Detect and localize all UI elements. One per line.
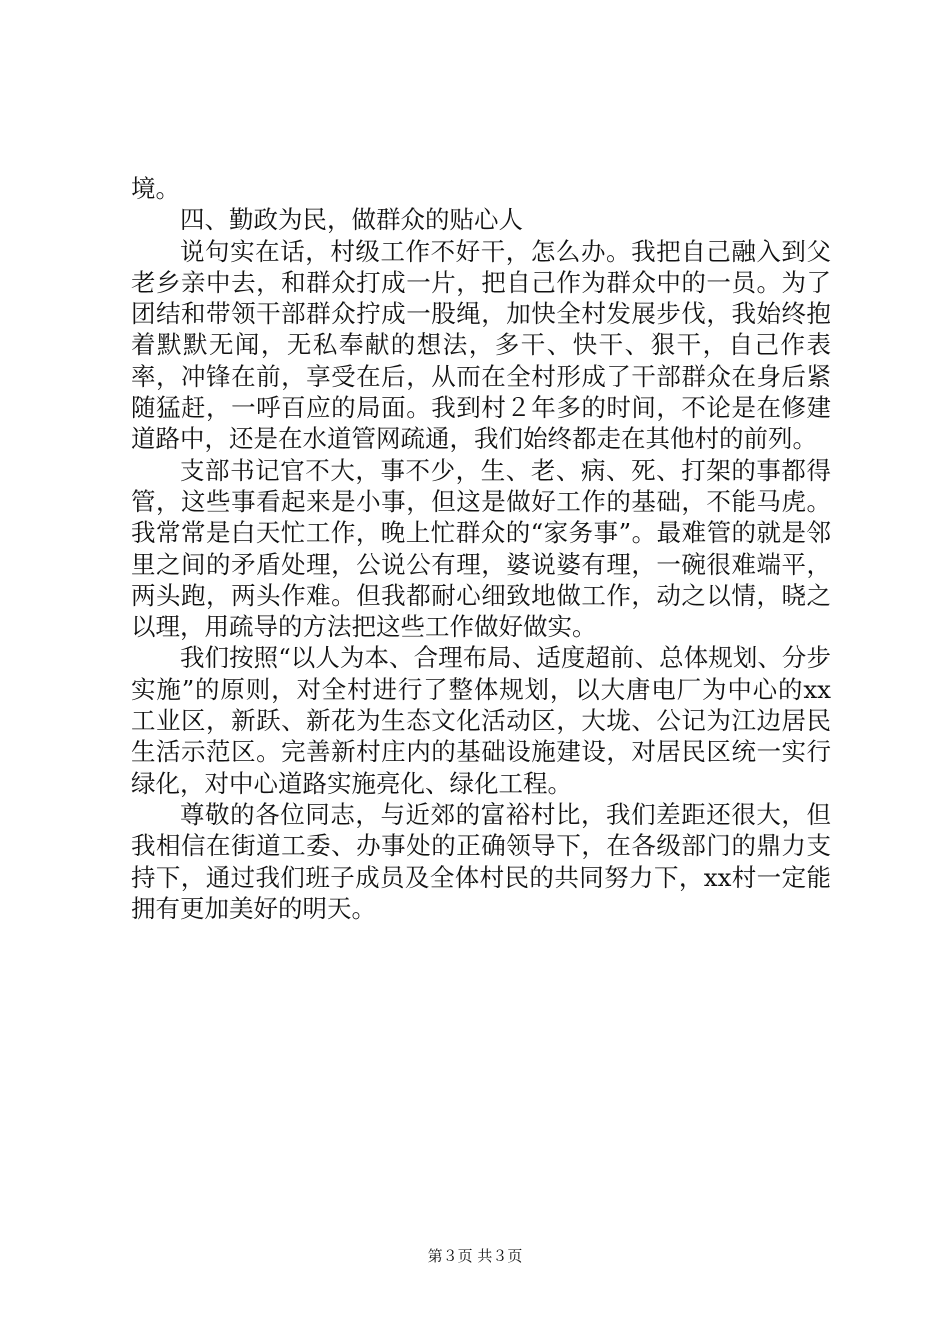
- document-body: [131, 173, 831, 924]
- paragraph-continuation: 境。: [131, 174, 180, 203]
- paragraph: 尊敬的各位同志，与近郊的富裕村比，我们差距还很大，但我相信在街道工委、办事处的正确领导下，在各级部门的鼎力支持下，通过我们班子成员及全体村民的共同努力下，xx村一定能拥有更加美好的明天。: [131, 799, 831, 923]
- paragraph: 我们按照“以人为本、合理布局、适度超前、总体规划、分步实施”的原则，对全村进行了整体规划，以大唐电厂为中心的xx工业区，新跃、新花为生态文化活动区，大垅、公记为江边居民生活示范区。完善新村庄内的基础设施建设，对居民区统一实行绿化，对中心道路实施亮化、绿化工程。: [131, 643, 831, 798]
- page-number: 第３页 共３页: [427, 1247, 523, 1265]
- section-heading: 四、勤政为民，做群众的贴心人: [180, 205, 523, 235]
- paragraph: 说句实在话，村级工作不好干，怎么办。我把自己融入到父老乡亲中去，和群众打成一片，把自己作为群众中的一员。为了团结和带领干部群众拧成一股绳，加快全村发展步伐，我始终抱着默默无闻，无私奉献的想法，多干、快干、狠干，自己作表率，冲锋在前，享受在后，从而在全村形成了干部群众在身后紧随猛赶，一呼百应的局面。我到村２年多的时间，不论是在修建道路中，还是在水道管网疏通，我们始终都走在其他村的前列。: [131, 236, 831, 454]
- paragraph: 支部书记官不大，事不少，生、老、病、死、打架的事都得管，这些事看起来是小事，但这是做好工作的基础，不能马虎。我常常是白天忙工作，晚上忙群众的“家务事”。最难管的就是邻里之间的矛盾处理，公说公有理，婆说婆有理，一碗很难端平，两头跑，两头作难。但我都耐心细致地做工作，动之以情，晓之以理，用疏导的方法把这些工作做好做实。: [131, 455, 831, 642]
- page-footer: [0, 1246, 950, 1266]
